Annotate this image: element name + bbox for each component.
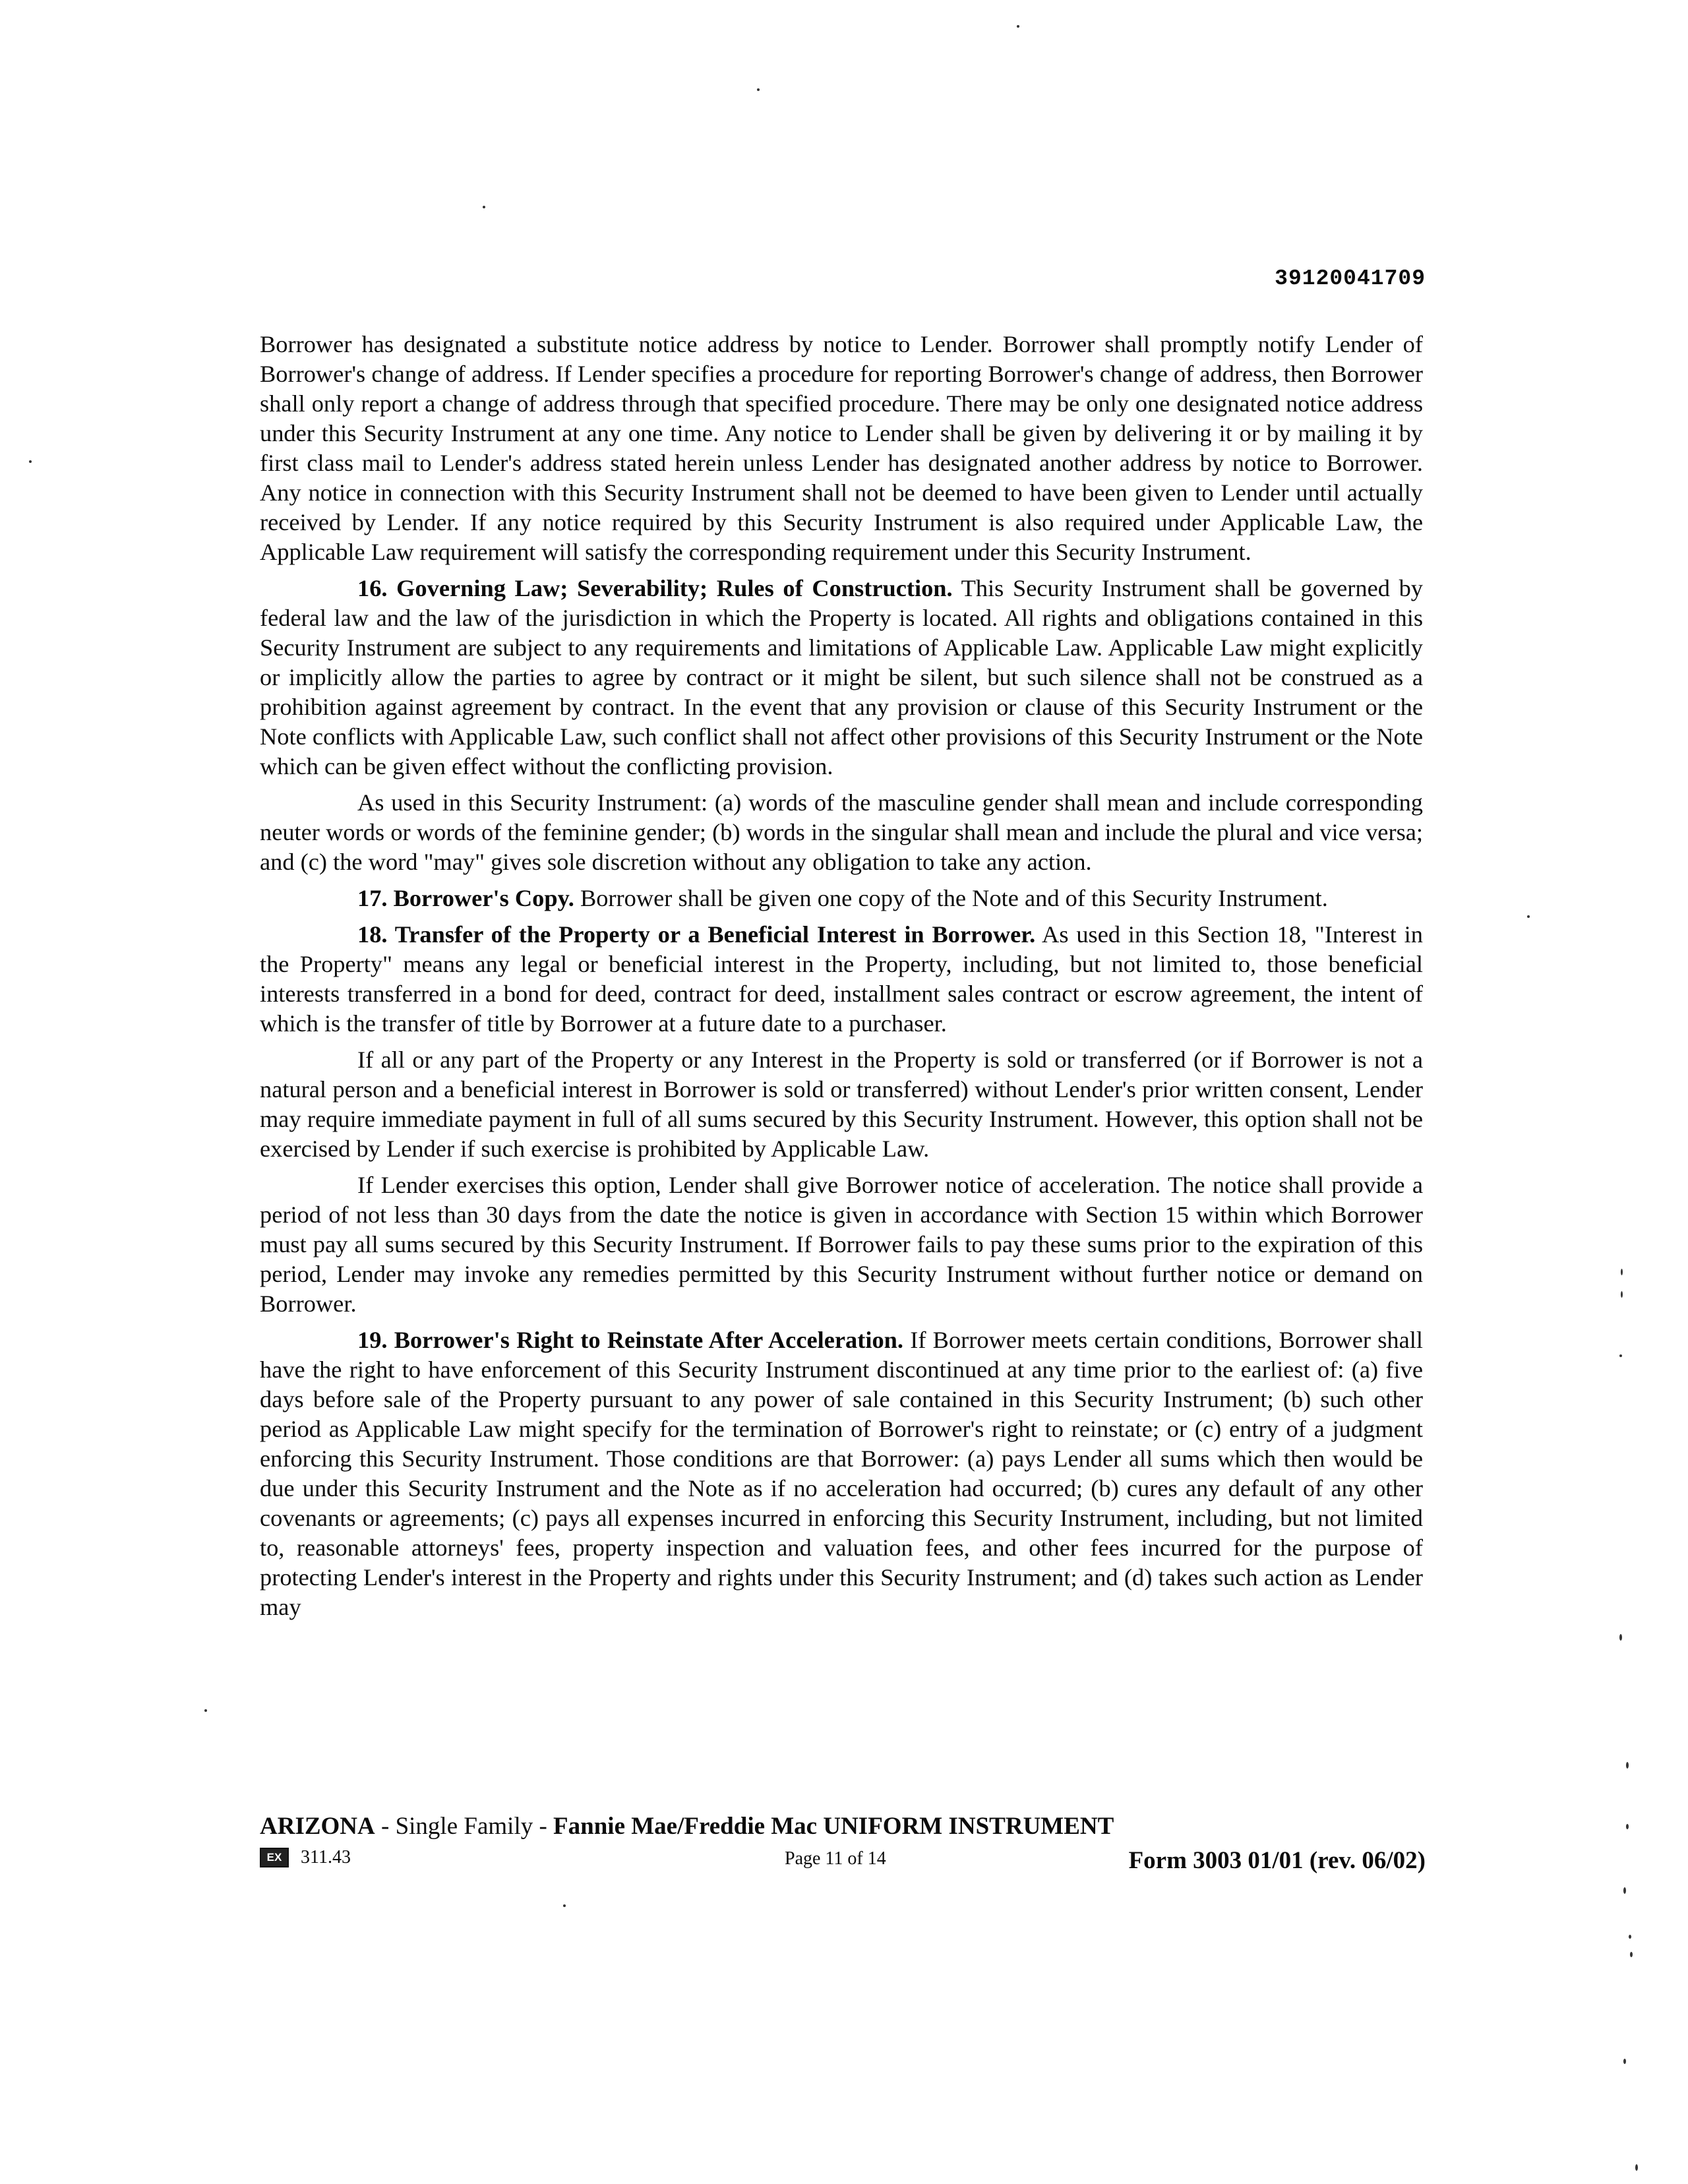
section-17 bbox=[260, 884, 1423, 913]
scan-speck bbox=[1621, 1269, 1623, 1275]
scan-speck bbox=[1630, 1952, 1633, 1957]
section-17-body: Borrower shall be given one copy of the Note and of this Security Instrument. bbox=[574, 885, 1328, 911]
footer-form-code bbox=[260, 1846, 351, 1869]
section-18-paragraph-3: If Lender exercises this option, Lender shall give Borrower notice of acceleration. The notice shall provide a period of not less than 30 days from the date the notice is given in accordance with Section 15 within which Borrower must pay all sums secured by this Security Instrument. If Borrower fails to pay these sums prior to the expiration of this period, Lender may invoke any remedies permitted by this Security Instrument without further notice or demand on Borrower. bbox=[260, 1172, 1423, 1317]
section-16-heading: 16. Governing Law; Severability; Rules of Construction. bbox=[357, 575, 953, 601]
scan-speck bbox=[483, 206, 485, 208]
section-17-heading: 17. Borrower's Copy. bbox=[357, 885, 574, 911]
scan-speck bbox=[1623, 1887, 1626, 1894]
section-19 bbox=[260, 1325, 1423, 1622]
ex-logo-icon: EX bbox=[260, 1848, 289, 1867]
form-code-number: 311.43 bbox=[301, 1847, 351, 1867]
section-16-body: This Security Instrument shall be governed by federal law and the law of the jurisdiction in which the Property is located. All rights and obligations contained in this Security Instrument are subject to any requirements and limitations of Applicable Law. Applicable Law might explicitly or implicitly allow the parties to agree by contract or it might be silent, but such silence shall not be construed as a prohibition against agreement by contract. In the event that any provision or clause of this Security Instrument or the Note conflicts with Applicable Law, such conflict shall not affect other provisions of this Security Instrument or the Note which can be given effect without the conflicting provision. bbox=[260, 575, 1423, 779]
section-18-body: As used in this Section 18, "Interest in the Property" means any legal or beneficial interest in the Property, including, but not limited to, those beneficial interests transferred in a bond for deed, contract for deed, installment sales contract or escrow agreement, the intent of which is the transfer of title by Borrower at a future date to a purchaser. bbox=[260, 921, 1423, 1037]
scan-speck bbox=[1635, 2164, 1638, 2171]
scan-speck bbox=[29, 460, 32, 463]
section-16-paragraph-2: As used in this Security Instrument: (a) words of the masculine gender shall mean and include corresponding neuter words or words of the feminine gender; (b) words in the singular shall mean and include the plural and vice versa; and (c) the word "may" gives sole discretion without any obligation to take any action. bbox=[260, 789, 1423, 875]
paragraph-notice-continued: Borrower has designated a substitute notice address by notice to Lender. Borrower shall promptly notify Lender of Borrower's change of address. If Lender specifies a procedure for reporting Borrower's change of address, then Borrower shall only report a change of address through that specified procedure. There may be only one designated notice address under this Security Instrument at any one time. Any notice to Lender shall be given by delivering it or by mailing it by first class mail to Lender's address stated herein unless Lender has designated another address by notice to Borrower. Any notice in connection with this Security Instrument shall not be deemed to have been given to Lender until actually received by Lender. If any notice required by this Security Instrument is also required under Applicable Law, the Applicable Law requirement will satisfy the corresponding requirement under this Security Instrument. bbox=[260, 331, 1423, 565]
scan-speck bbox=[1621, 1291, 1623, 1298]
scan-speck bbox=[204, 1709, 207, 1712]
scan-speck bbox=[1623, 2059, 1626, 2064]
scan-speck bbox=[563, 1904, 566, 1907]
footer-state: ARIZONA bbox=[260, 1813, 375, 1840]
document-body bbox=[260, 330, 1423, 1629]
scan-speck bbox=[1619, 1354, 1622, 1357]
section-16 bbox=[260, 574, 1423, 781]
scan-speck bbox=[1626, 1824, 1629, 1829]
footer-instrument-name: Fannie Mae/Freddie Mac UNIFORM INSTRUMENT bbox=[553, 1813, 1114, 1840]
page-number: Page 11 of 14 bbox=[785, 1848, 886, 1869]
scan-speck bbox=[1629, 1935, 1631, 1939]
loan-number: 39120041709 bbox=[1275, 266, 1426, 291]
scan-speck bbox=[1527, 915, 1530, 918]
section-18-heading: 18. Transfer of the Property or a Beneficial Interest in Borrower. bbox=[357, 921, 1036, 948]
section-19-heading: 19. Borrower's Right to Reinstate After Acceleration. bbox=[357, 1327, 903, 1353]
section-19-body: If Borrower meets certain conditions, Borrower shall have the right to have enforcement of this Security Instrument discontinued at any time prior to the earliest of: (a) five days before sale of the Property pursuant to any power of sale contained in this Security Instrument; (b) such other period as Applicable Law might specify for the termination of Borrower's right to reinstate; or (c) entry of a judgment enforcing this Security Instrument. Those conditions are that Borrower: (a) pays Lender all sums which then would be due under this Security Instrument and the Note as if no acceleration had occurred; (b) cures any default of any other covenants or agreements; (c) pays all expenses incurred in enforcing this Security Instrument, including, but not limited to, reasonable attorneys' fees, property inspection and valuation fees, and other fees incurred for the purpose of protecting Lender's interest in the Property and rights under this Security Instrument; and (d) takes such action as Lender may bbox=[260, 1327, 1423, 1620]
scan-speck bbox=[1017, 25, 1019, 28]
section-18-paragraph-2: If all or any part of the Property or any Interest in the Property is sold or transferred (or if Borrower is not a natural person and a beneficial interest in Borrower is sold or transferred) without Lender's prior written consent, Lender may require immediate payment in full of all sums secured by this Security Instrument. However, this option shall not be exercised by Lender if such exercise is prohibited by Applicable Law. bbox=[260, 1046, 1423, 1162]
form-identifier: Form 3003 01/01 (rev. 06/02) bbox=[1128, 1847, 1426, 1874]
scan-speck bbox=[757, 88, 760, 91]
footer-separator: - Single Family - bbox=[375, 1813, 554, 1840]
section-18 bbox=[260, 920, 1423, 1039]
footer-instrument-line bbox=[260, 1812, 1114, 1841]
scan-speck bbox=[1619, 1634, 1622, 1641]
scan-speck bbox=[1626, 1762, 1629, 1769]
